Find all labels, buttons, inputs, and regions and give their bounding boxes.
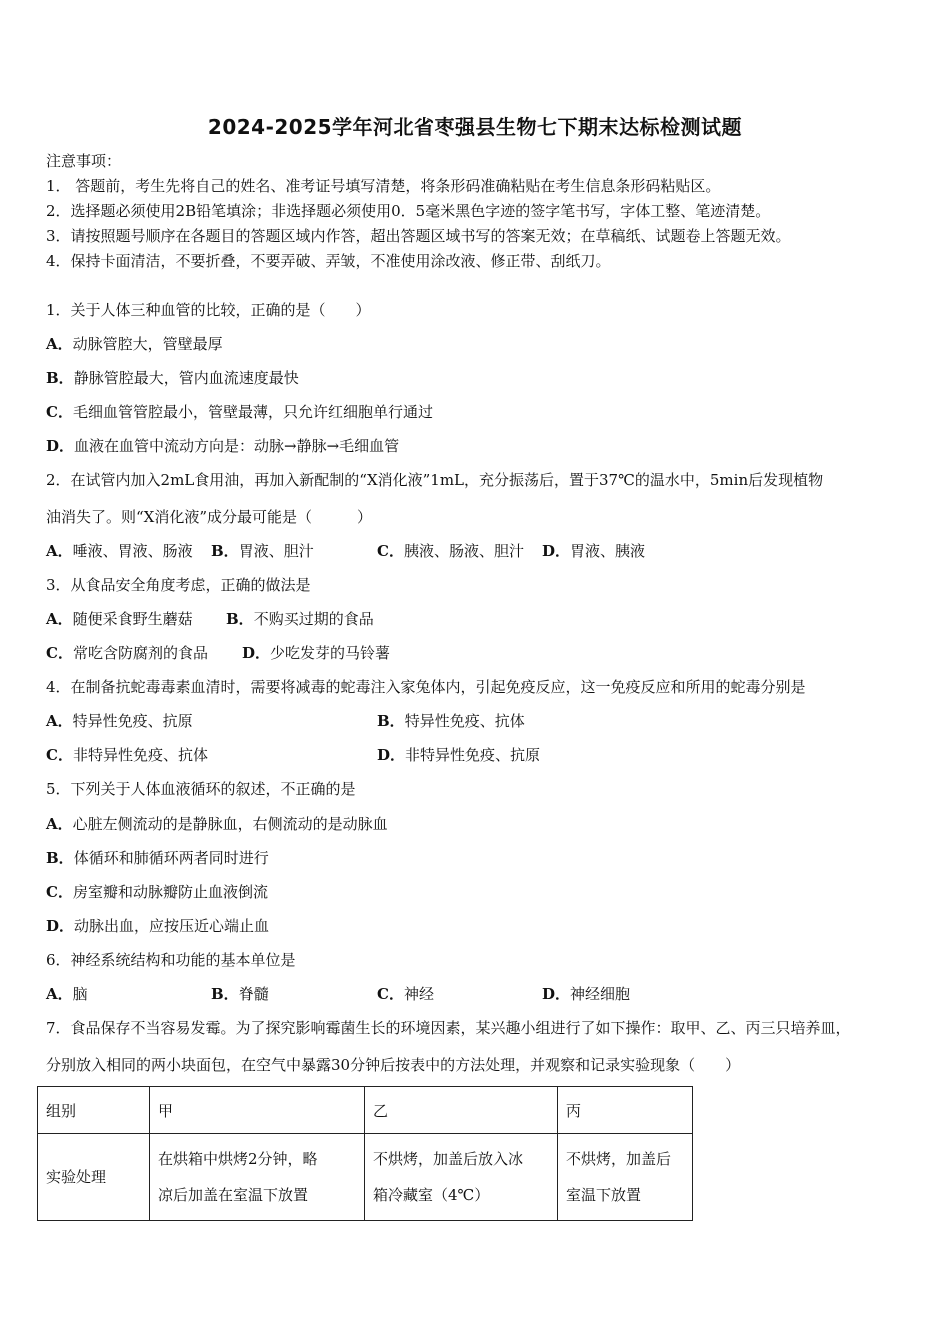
table-row: [38, 1134, 693, 1221]
question-6-option-c: [377, 984, 434, 1004]
option-text: 神经细胞: [570, 985, 631, 1003]
option-text: 毛细血管管腔最小，管壁最薄，只允许红细胞单行通过: [72, 403, 433, 421]
question-1-option-a: [46, 334, 223, 354]
notice-item: 1． 答题前，考生先将自己的姓名、准考证号填写清楚，将条形码准确粘贴在考生信息条形码粘贴区。: [46, 177, 721, 195]
option-key: B．: [377, 712, 405, 730]
question-2-option-b: [211, 541, 314, 561]
table-cell: [558, 1134, 693, 1221]
notice-item: 2．选择题必须使用2B铅笔填涂；非选择题必须使用0．5毫米黑色字迹的签字笔书写，字体工整、笔迹清楚。: [46, 202, 771, 220]
question-2-stem: 2．在试管内加入2mL食用油，再加入新配制的“X消化液”1mL，充分振荡后，置于37℃的温水中，5min后发现植物: [46, 471, 824, 489]
option-text: 房室瓣和动脉瓣防止血液倒流: [72, 883, 268, 901]
table-header-cell: 丙: [558, 1087, 693, 1134]
option-text: 常吃含防腐剂的食品: [72, 644, 208, 662]
experiment-table: [37, 1086, 693, 1221]
option-text: 胰液、肠液、胆汁: [403, 542, 524, 560]
table-header-cell: 乙: [365, 1087, 558, 1134]
option-key: D．: [542, 542, 571, 560]
cell-line: 凉后加盖在室温下放置: [158, 1186, 309, 1204]
option-key: D．: [46, 437, 75, 455]
question-2-stem-cont: 油消失了。则“X消化液”成分最可能是（ ）: [46, 508, 373, 526]
option-key: C．: [377, 985, 404, 1003]
option-text: 体循环和肺循环两者同时进行: [73, 849, 269, 867]
option-key: B．: [46, 369, 74, 387]
option-key: C．: [46, 746, 73, 764]
option-key: A．: [46, 985, 73, 1003]
question-5-option-c: [46, 882, 268, 902]
question-4-option-a: [46, 711, 193, 731]
option-text: 非特异性免疫、抗体: [72, 746, 208, 764]
question-1-option-d: [46, 436, 399, 456]
question-4-option-c: [46, 745, 208, 765]
option-text: 特异性免疫、抗体: [404, 712, 525, 730]
table-row-label: 实验处理: [38, 1134, 150, 1221]
question-3-stem: 3．从食品安全角度考虑，正确的做法是: [46, 576, 311, 594]
question-4-option-b: [377, 711, 525, 731]
cell-line: 箱冷藏室（4℃）: [373, 1186, 490, 1204]
notice-item: 3．请按照题号顺序在各题目的答题区域内作答，超出答题区域书写的答案无效；在草稿纸、试题卷上答题无效。: [46, 227, 791, 245]
option-key: A．: [46, 542, 73, 560]
question-5-option-b: [46, 848, 269, 868]
question-6-option-a: [46, 984, 88, 1004]
cell-line: 在烘箱中烘烤2分钟，略: [158, 1150, 318, 1168]
question-1-stem: 1．关于人体三种血管的比较，正确的是（ ）: [46, 301, 371, 319]
option-text: 非特异性免疫、抗原: [405, 746, 541, 764]
page-title: 2024-2025学年河北省枣强县生物七下期末达标检测试题: [207, 115, 743, 139]
option-key: C．: [46, 883, 73, 901]
option-text: 少吃发芽的马铃薯: [270, 644, 391, 662]
option-key: B．: [211, 985, 239, 1003]
option-text: 随便采食野生蘑菇: [72, 610, 193, 628]
question-3-option-c: [46, 643, 208, 663]
cell-line: 不烘烤，加盖后放入冰: [373, 1150, 524, 1168]
option-text: 脊髓: [238, 985, 269, 1003]
question-4-option-d: [377, 745, 540, 765]
option-key: C．: [46, 644, 73, 662]
question-3-option-b: [226, 609, 374, 629]
question-4-stem: 4．在制备抗蛇毒毒素血清时，需要将减毒的蛇毒注入家兔体内，引起免疫反应，这一免疫反应和所用的蛇毒分别是: [46, 678, 806, 696]
option-text: 动脉管腔大，管壁最厚: [72, 335, 223, 353]
option-text: 静脉管腔最大，管内血流速度最快: [73, 369, 299, 387]
option-text: 神经: [403, 985, 434, 1003]
question-2-option-a: [46, 541, 193, 561]
question-3-option-a: [46, 609, 193, 629]
question-6-option-b: [211, 984, 269, 1004]
notice-heading: 注意事项：: [46, 152, 122, 170]
question-1-option-c: [46, 402, 433, 422]
option-text: 胃液、胆汁: [238, 542, 314, 560]
option-key: D．: [242, 644, 271, 662]
cell-line: 不烘烤，加盖后: [566, 1150, 672, 1168]
option-text: 特异性免疫、抗原: [72, 712, 193, 730]
option-key: A．: [46, 610, 73, 628]
notice-item: 4．保持卡面清洁，不要折叠，不要弄破、弄皱，不准使用涂改液、修正带、刮纸刀。: [46, 252, 611, 270]
option-key: A．: [46, 335, 73, 353]
table-header-cell: 甲: [150, 1087, 365, 1134]
table-cell: [150, 1134, 365, 1221]
table-cell: [365, 1134, 558, 1221]
question-2-option-c: [377, 541, 524, 561]
option-text: 动脉出血，应按压近心端止血: [74, 917, 270, 935]
option-text: 脑: [72, 985, 88, 1003]
option-key: D．: [542, 985, 571, 1003]
option-text: 心脏左侧流动的是静脉血，右侧流动的是动脉血: [72, 815, 388, 833]
option-text: 唾液、胃液、肠液: [72, 542, 193, 560]
question-6-option-d: [542, 984, 630, 1004]
option-key: B．: [226, 610, 254, 628]
option-key: B．: [211, 542, 239, 560]
option-key: D．: [46, 917, 75, 935]
option-key: A．: [46, 815, 73, 833]
option-key: D．: [377, 746, 406, 764]
option-text: 胃液、胰液: [570, 542, 646, 560]
question-5-stem: 5．下列关于人体血液循环的叙述，不正确的是: [46, 780, 356, 798]
option-key: A．: [46, 712, 73, 730]
table-header-row: [38, 1087, 693, 1134]
question-3-option-d: [242, 643, 390, 663]
question-5-option-a: [46, 814, 388, 834]
question-7-stem: 7．食品保存不当容易发霉。为了探究影响霉菌生长的环境因素，某兴趣小组进行了如下操作：取甲、乙、丙三只培养皿，: [46, 1019, 851, 1037]
option-key: C．: [46, 403, 73, 421]
question-1-option-b: [46, 368, 299, 388]
option-text: 血液在血管中流动方向是：动脉→静脉→毛细血管: [74, 437, 400, 455]
question-7-stem-cont: 分别放入相同的两小块面包，在空气中暴露30分钟后按表中的方法处理，并观察和记录实验现象（ ）: [46, 1056, 741, 1074]
question-5-option-d: [46, 916, 269, 936]
cell-line: 室温下放置: [566, 1186, 642, 1204]
question-6-stem: 6．神经系统结构和功能的基本单位是: [46, 951, 296, 969]
option-key: B．: [46, 849, 74, 867]
option-text: 不购买过期的食品: [253, 610, 374, 628]
option-key: C．: [377, 542, 404, 560]
table-header-cell: 组别: [38, 1087, 150, 1134]
question-2-option-d: [542, 541, 645, 561]
